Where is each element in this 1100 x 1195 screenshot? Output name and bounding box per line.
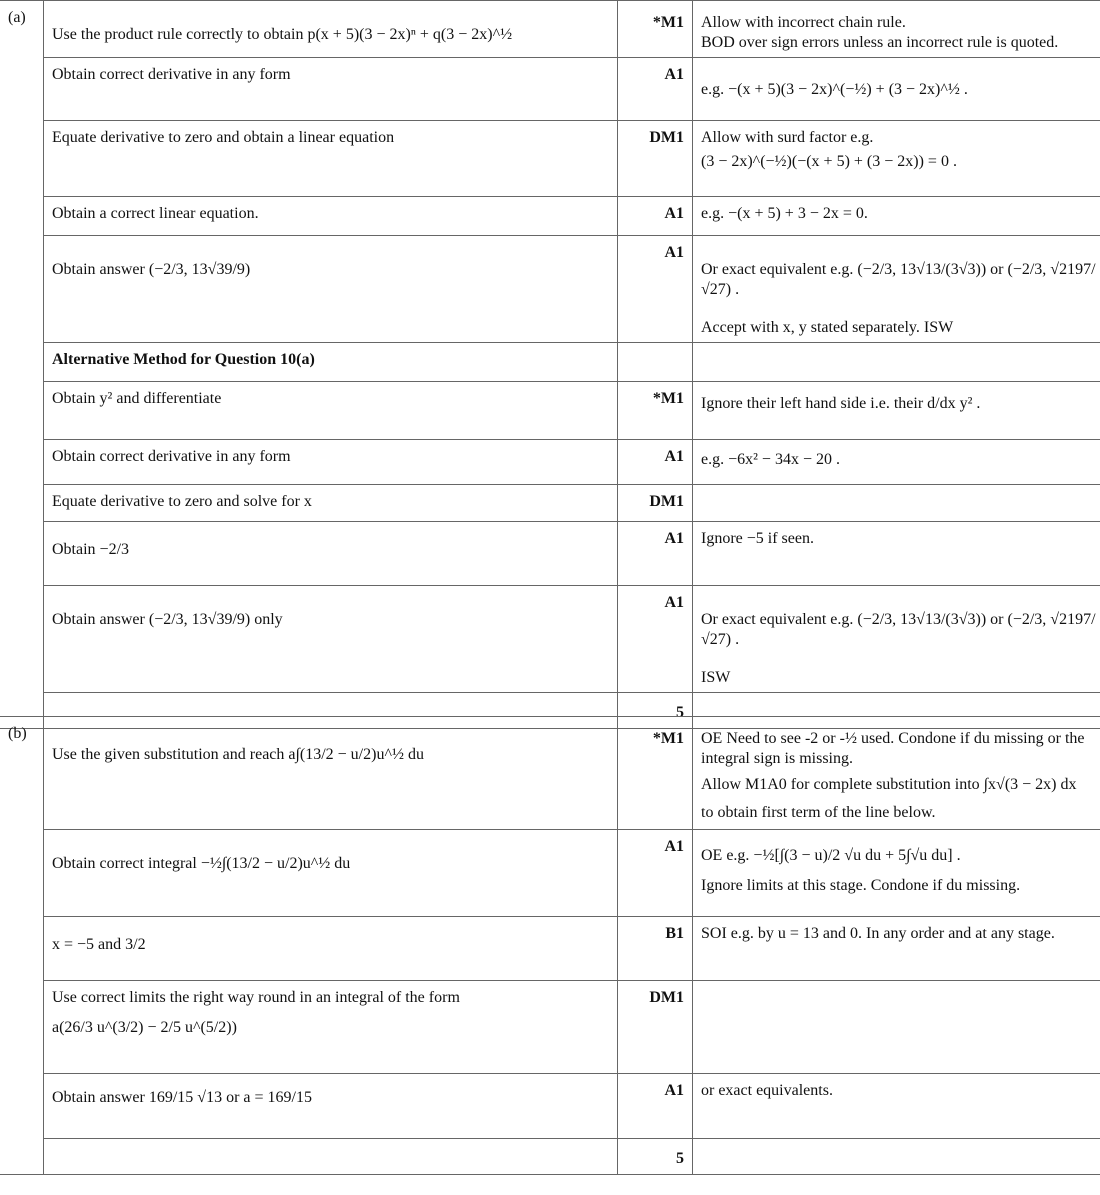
mark-cell: A1	[618, 522, 693, 586]
table-row	[0, 522, 1100, 586]
mark-cell: A1	[618, 58, 693, 121]
mark-cell: *M1	[618, 1, 693, 58]
table-row	[0, 830, 1100, 917]
table-row	[0, 717, 1100, 830]
table-row	[0, 1, 1100, 58]
table-row	[0, 1074, 1100, 1139]
guidance-cell: Allow with surd factor e.g. (3 − 2x)^(−½)(−(x + 5) + (3 − 2x)) = 0 .	[693, 121, 1100, 197]
mark-cell: A1	[618, 1074, 693, 1139]
guidance-cell: e.g. −6x² − 34x − 20 .	[693, 440, 1100, 485]
mark-cell: *M1	[618, 717, 693, 830]
working-cell: Obtain correct integral −½∫(13/2 − u/2)u^½ du	[44, 830, 618, 917]
guidance-cell: Allow with incorrect chain rule. BOD over sign errors unless an incorrect rule is quoted.	[693, 1, 1100, 58]
mark-cell: A1	[618, 197, 693, 236]
guidance-cell: OE e.g. −½[∫(3 − u)/2 √u du + 5∫√u du] . Ignore limits at this stage. Condone if du missing.	[693, 830, 1100, 917]
table-row	[0, 917, 1100, 981]
part-label: (b)	[0, 717, 44, 1175]
mark-cell: A1	[618, 586, 693, 693]
working-cell: Obtain answer (−2/3, 13√39/9)	[44, 236, 618, 343]
mark-cell: DM1	[618, 121, 693, 197]
table-row	[0, 485, 1100, 522]
table-row	[0, 58, 1100, 121]
working-cell: Obtain correct derivative in any form	[44, 440, 618, 485]
mark-cell: A1	[618, 236, 693, 343]
working-cell: Obtain correct derivative in any form	[44, 58, 618, 121]
total-mark-cell: 5	[618, 693, 693, 729]
working-cell: x = −5 and 3/2	[44, 917, 618, 981]
alternative-method-title: Alternative Method for Question 10(a)	[44, 343, 618, 382]
working-cell: Obtain a correct linear equation.	[44, 197, 618, 236]
table-row	[0, 236, 1100, 343]
total-mark-cell: 5	[618, 1139, 693, 1175]
working-cell: Obtain answer 169/15 √13 or a = 169/15	[44, 1074, 618, 1139]
guidance-cell	[693, 981, 1100, 1074]
guidance-cell	[693, 343, 1100, 382]
table-row	[0, 121, 1100, 197]
mark-cell: DM1	[618, 981, 693, 1074]
table-row	[0, 440, 1100, 485]
working-cell	[44, 1139, 618, 1175]
mark-cell	[618, 343, 693, 382]
working-cell: Use the product rule correctly to obtain p(x + 5)(3 − 2x)ⁿ + q(3 − 2x)^½	[44, 1, 618, 58]
table-row	[0, 1139, 1100, 1175]
guidance-cell: or exact equivalents.	[693, 1074, 1100, 1139]
mark-cell: A1	[618, 440, 693, 485]
guidance-cell: OE Need to see -2 or -½ used. Condone if du missing or the integral sign is missing. Allow M1A0 for complete substitution into ∫x√(3 − 2x) dx to obtain first term of the line below.	[693, 717, 1100, 830]
working-cell: Use correct limits the right way round in an integral of the form a(26/3 u^(3/2) − 2/5 u^(5/2))	[44, 981, 618, 1074]
guidance-cell: Or exact equivalent e.g. (−2/3, 13√13/(3√3)) or (−2/3, √2197/√27) . Accept with x, y stated separately. ISW	[693, 236, 1100, 343]
guidance-cell: Ignore −5 if seen.	[693, 522, 1100, 586]
table-row	[0, 343, 1100, 382]
mark-cell: *M1	[618, 382, 693, 440]
mark-cell: A1	[618, 830, 693, 917]
table-row	[0, 981, 1100, 1074]
working-cell: Equate derivative to zero and solve for x	[44, 485, 618, 522]
guidance-cell: SOI e.g. by u = 13 and 0. In any order and at any stage.	[693, 917, 1100, 981]
part-label: (a)	[0, 1, 44, 729]
table-row	[0, 197, 1100, 236]
guidance-cell	[693, 485, 1100, 522]
working-cell: Use the given substitution and reach a∫(13/2 − u/2)u^½ du	[44, 717, 618, 830]
guidance-cell: e.g. −(x + 5)(3 − 2x)^(−½) + (3 − 2x)^½ .	[693, 58, 1100, 121]
table-row	[0, 586, 1100, 693]
mark-scheme-table-b	[0, 716, 1100, 1175]
guidance-cell: e.g. −(x + 5) + 3 − 2x = 0.	[693, 197, 1100, 236]
working-cell: Obtain −2/3	[44, 522, 618, 586]
guidance-cell: Or exact equivalent e.g. (−2/3, 13√13/(3√3)) or (−2/3, √2197/√27) . ISW	[693, 586, 1100, 693]
working-cell: Equate derivative to zero and obtain a linear equation	[44, 121, 618, 197]
working-cell: Obtain answer (−2/3, 13√39/9) only	[44, 586, 618, 693]
mark-cell: DM1	[618, 485, 693, 522]
mark-cell: B1	[618, 917, 693, 981]
guidance-cell	[693, 1139, 1100, 1175]
guidance-cell: Ignore their left hand side i.e. their d/dx y² .	[693, 382, 1100, 440]
table-row	[0, 382, 1100, 440]
working-cell: Obtain y² and differentiate	[44, 382, 618, 440]
